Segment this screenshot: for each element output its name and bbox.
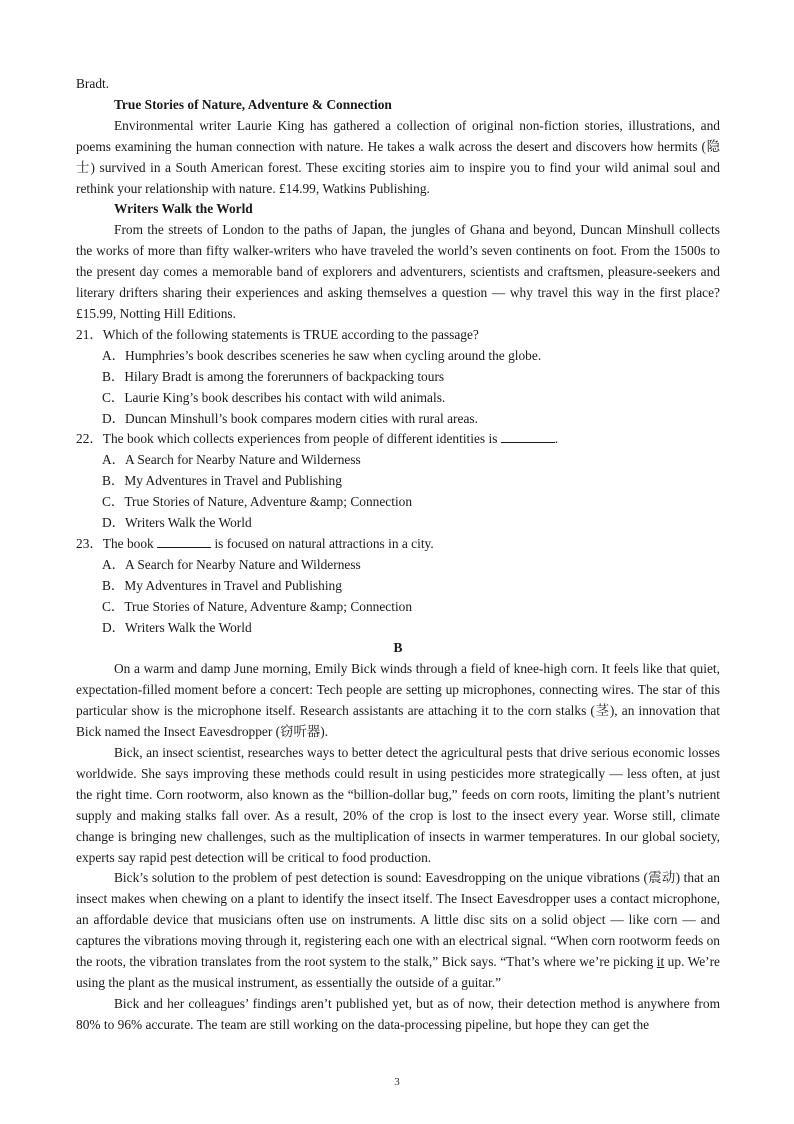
option-a: A．Humphries’s book describes sceneries he saw when cycling around the globe. [102,347,542,363]
stem-text: 23．The book [76,535,154,551]
option-a: A．A Search for Nearby Nature and Wilderness [102,556,361,572]
option-b: B．Hilary Bradt is among the forerunners of backpacking tours [102,368,445,384]
option-b: B．My Adventures in Travel and Publishing [102,473,342,489]
option-d: D．Writers Walk the World [102,619,252,635]
passage-b-paragraph-1: On a warm and damp June morning, Emily Bick winds through a field of knee-high corn. It feels like that quiet, expectation-filled moment before a concert: Tech people are setting up microphones, connecting wires. The star of this particular show is the microphone itself. Research assistants are attaching it to the corn stalks (茎), an innovation that Bick named the Insect Eavesdropper (窃听器). [76,661,720,740]
book-title-writers-walk: Writers Walk the World [114,201,253,217]
passage-b-paragraph-3 [76,868,720,993]
option-d: D．Writers Walk the World [102,515,252,531]
book-title-true-stories: True Stories of Nature, Adventure & Connection [114,96,392,112]
option-c: C．Laurie King’s book describes his contact with wild animals. [102,389,446,405]
passage-b-paragraph-2: Bick, an insect scientist, researches ways to better detect the agricultural pests that drive serious economic losses worldwide. She says improving these methods could result in using pesticides more strategically — less often, at just the right time. Corn rootworm, also known as the “billion-dollar bug,” feeds on corn roots, limiting the plant’s nutrient supply and making stalks fall over. As a result, 20% of the crop is lost to the insect every year. Worse still, climate change is bringing new challenges, such as the multiplication of insects in warmer temperatures. In our global society, experts say rapid pest detection will be critical to food production. [76,745,720,865]
answer-blank [157,534,211,548]
question-stem: 21．Which of the following statements is TRUE according to the passage? [76,326,479,342]
option-b: B．My Adventures in Travel and Publishing [102,577,342,593]
paragraph-text-end: up. We’re using the plant as the musical instrument, as essentially the outside of a guitar.” [76,954,720,990]
paragraph-text: Bick’s solution to the problem of pest detection is sound: Eavesdropping on the unique vibrations (震动) that an insect makes when chewing on a plant to identify the insect itself. The Insect Eavesdropper uses a contact microphone, an affordable device that musicians often use on instruments. A little disc sits on a solid object — like corn — and captures the vibrations moving through it, registering each one with an electrical signal. “When corn rootworm feeds on the roots, the vibration translates from the root system to the stalk,” Bick says. “That’s where we’re picking [76,870,720,970]
passage-b-paragraph-4: Bick and her colleagues’ findings aren’t published yet, but as of now, their detection method is anywhere from 80% to 96% accurate. The team are still working on the data-processing pipeline, but hope they can get the [76,995,720,1032]
question-stem [76,534,720,555]
stem-end: . [554,431,559,447]
option-c: C．True Stories of Nature, Adventure &amp; Connection [102,598,413,614]
book-description-writers-walk: From the streets of London to the paths of Japan, the jungles of Ghana and beyond, Duncan Minshull collects the works of more than fifty walker-writers who have traveled the world’s seven continents on foot. From the 1500s to the present day comes a memorable band of explorers and adventurers, scientists and craftsmen, pleasure-seekers and literary drifters sharing their experiences and asking themselves a question — why travel this way in the first place? £15.99, Notting Hill Editions. [76,222,720,321]
option-a: A．A Search for Nearby Nature and Wilderness [102,452,361,468]
document-page [76,74,720,1036]
stem-text: 22．The book which collects experiences from people of different identities is [76,431,498,447]
option-d: D．Duncan Minshull’s book compares modern cities with rural areas. [102,410,478,426]
question-23 [76,534,720,639]
question-21 [76,325,720,430]
stem-end: is focused on natural attractions in a city. [214,535,434,551]
underlined-word: it [656,954,665,970]
option-c: C．True Stories of Nature, Adventure &amp; Connection [102,494,413,510]
section-b-label: B [393,640,403,656]
question-22 [76,429,720,534]
continued-text: Bradt. [76,76,110,91]
book-description-true-stories: Environmental writer Laurie King has gathered a collection of original non-fiction stories, illustrations, and poems examining the human connection with nature. He takes a walk across the desert and discovers how hermits (隐士) survived in a South American forest. These exciting stories aim to inspire you to find your wild animal soul and rethink your relationship with nature. £14.99, Watkins Publishing. [76,117,720,196]
page-number: 3 [394,1076,400,1088]
question-stem [76,429,720,450]
answer-blank [501,429,555,443]
